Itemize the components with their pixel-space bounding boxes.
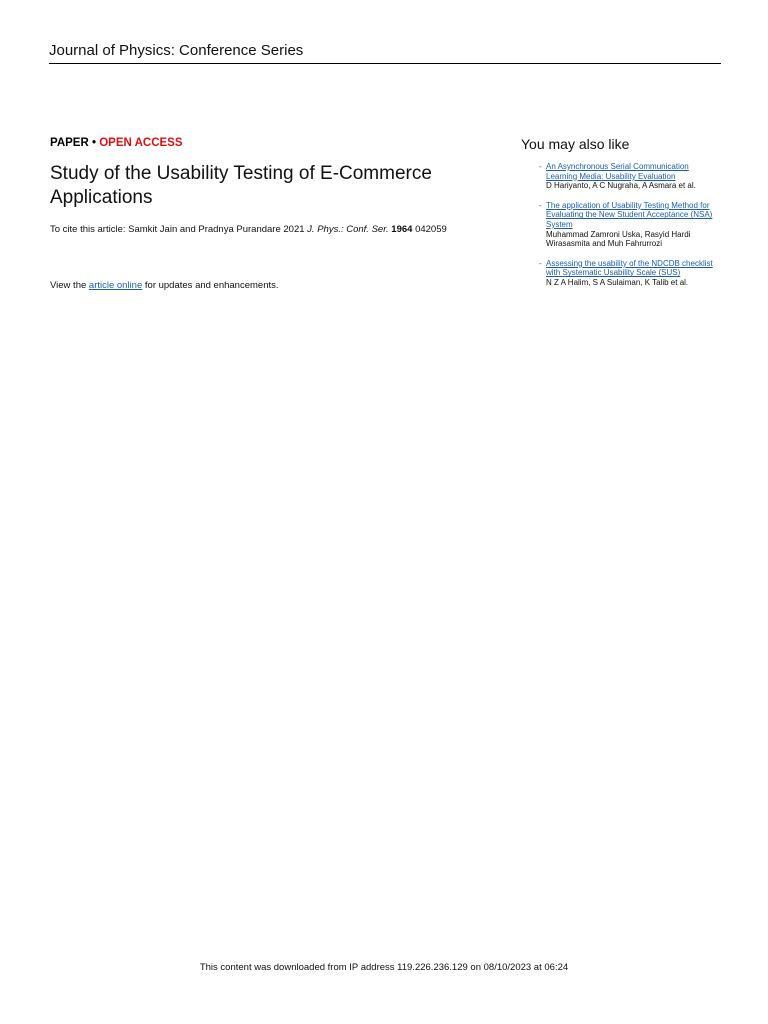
related-item-authors: N Z A Halim, S A Sulaiman, K Talib et al. bbox=[546, 277, 689, 287]
journal-title: Journal of Physics: Conference Series bbox=[49, 42, 304, 59]
related-item bbox=[521, 201, 721, 249]
related-item-link[interactable]: The application of Usability Testing Method for Evaluating the New Student Acceptance (NSA) System bbox=[546, 200, 713, 229]
download-footer: This content was downloaded from IP address 119.226.236.129 on 08/10/2023 at 06:24 bbox=[199, 962, 569, 973]
paper-type-label: PAPER bbox=[50, 137, 89, 149]
cite-journal: J. Phys.: Conf. Ser. bbox=[307, 224, 389, 235]
related-list bbox=[521, 162, 721, 288]
cite-prefix: To cite this article: Samkit Jain and Pradnya Purandare 2021 bbox=[50, 224, 305, 235]
view-online bbox=[50, 280, 490, 292]
view-prefix: View the bbox=[50, 280, 87, 291]
cite-volume: 1964 bbox=[391, 224, 413, 235]
related-heading: You may also like bbox=[521, 136, 630, 152]
article-info bbox=[50, 136, 490, 292]
related-item-link[interactable]: An Asynchronous Serial Communication Learning Media: Usability Evaluation bbox=[546, 162, 689, 181]
list-dash: - bbox=[539, 258, 542, 268]
citation bbox=[50, 224, 490, 236]
related-articles bbox=[521, 136, 721, 298]
related-item-authors: D Hariyanto, A C Nugraha, A Asmara et al. bbox=[546, 181, 696, 191]
open-access-label: OPEN ACCESS bbox=[99, 137, 183, 149]
related-item-link[interactable]: Assessing the usability of the NDCDB checklist with Systematic Usability Scale (SUS) bbox=[546, 258, 713, 278]
related-item-authors: Muhammad Zamroni Uska, Rasyid Hardi Wirasasmita and Muh Fahrurrozi bbox=[546, 229, 691, 249]
related-item bbox=[521, 162, 721, 191]
paper-label bbox=[50, 136, 490, 150]
list-dash: - bbox=[539, 162, 542, 171]
journal-header bbox=[49, 42, 721, 64]
article-title: Study of the Usability Testing of E-Commerce Applications bbox=[50, 163, 432, 208]
article-online-link[interactable]: article online bbox=[88, 280, 143, 291]
cite-number: 042059 bbox=[415, 224, 447, 235]
label-separator: • bbox=[91, 137, 97, 149]
list-dash: - bbox=[539, 200, 542, 210]
related-item bbox=[521, 259, 721, 288]
view-suffix: for updates and enhancements. bbox=[144, 280, 279, 291]
